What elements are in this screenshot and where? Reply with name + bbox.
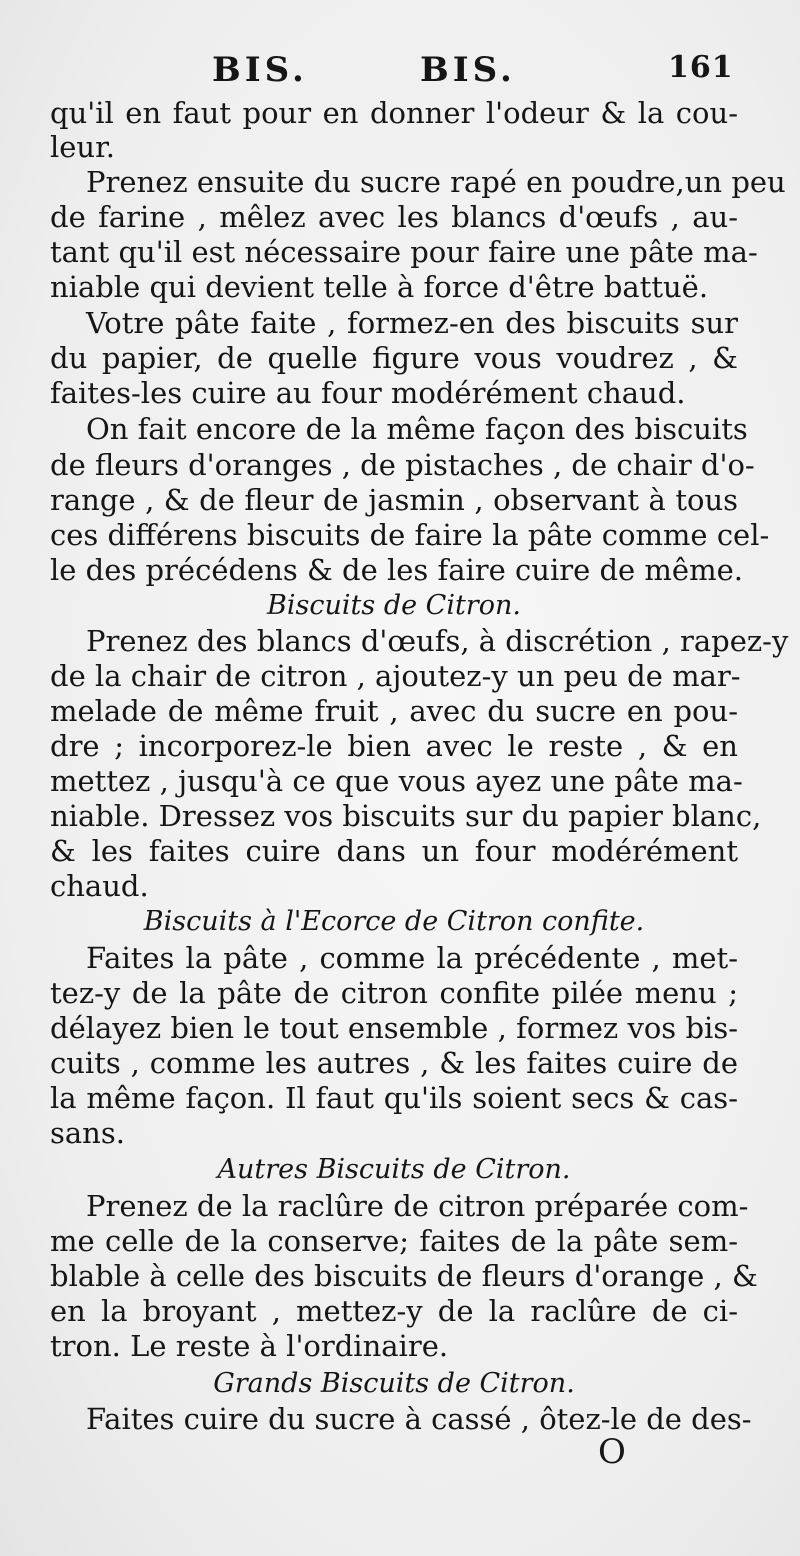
text-line: blable à celle des biscuits de fleurs d'orange , & bbox=[50, 1259, 758, 1293]
text-line: Faites la pâte , comme la précédente , met- bbox=[86, 941, 738, 975]
text-line: mettez , jusqu'à ce que vous ayez une pâte ma- bbox=[50, 764, 743, 798]
text-line: tron. Le reste à l'ordinaire. bbox=[50, 1329, 449, 1363]
section-heading: Grands Biscuits de Citron. bbox=[213, 1368, 575, 1399]
text-line: tez-y de la pâte de citron confite pilée menu ; bbox=[50, 976, 738, 1010]
section-heading: Autres Biscuits de Citron. bbox=[217, 1154, 571, 1185]
text-line: me celle de la conserve; faites de la pâte sem- bbox=[50, 1224, 738, 1258]
section-heading: Biscuits de Citron. bbox=[267, 590, 521, 621]
section-heading: Biscuits à l'Ecorce de Citron confite. bbox=[143, 906, 645, 937]
text-line: On fait encore de la même façon des biscuits bbox=[86, 412, 748, 446]
text-line: délayez bien le tout ensemble , formez vos bis- bbox=[50, 1011, 738, 1045]
text-line: & les faites cuire dans un four modérément bbox=[50, 834, 738, 868]
text-line: Prenez ensuite du sucre rapé en poudre,un peu bbox=[86, 165, 786, 199]
text-line: Prenez des blancs d'œufs, à discrétion , rapez-y bbox=[86, 624, 789, 658]
text-line: qu'il en faut pour en donner l'odeur & la cou- bbox=[50, 96, 738, 130]
running-head-right: BIS. bbox=[420, 50, 516, 90]
text-line: chaud. bbox=[50, 869, 149, 903]
text-line: tant qu'il est nécessaire pour faire une pâte ma- bbox=[50, 235, 758, 269]
page-number: 161 bbox=[668, 50, 734, 85]
text-line: le des précédens & de les faire cuire de même. bbox=[50, 553, 743, 587]
text-line: sans. bbox=[50, 1116, 125, 1150]
text-line: dre ; incorporez-le bien avec le reste , & en bbox=[50, 729, 738, 763]
text-line: niable. Dressez vos biscuits sur du papier blanc, bbox=[50, 799, 762, 833]
text-line: de la chair de citron , ajoutez-y un peu de mar- bbox=[50, 659, 741, 693]
text-line: de farine , mêlez avec les blancs d'œufs , au- bbox=[50, 200, 738, 234]
text-line: melade de même fruit , avec du sucre en pou- bbox=[50, 694, 738, 728]
running-head-left: BIS. bbox=[212, 50, 308, 90]
text-line: Votre pâte faite , formez-en des biscuits sur bbox=[86, 306, 738, 340]
text-line: du papier, de quelle figure vous voudrez , & bbox=[50, 341, 738, 375]
text-line: faites-les cuire au four modérément chaud. bbox=[50, 376, 686, 410]
text-line: range , & de fleur de jasmin , observant à tous bbox=[50, 483, 738, 517]
text-line: leur. bbox=[50, 130, 116, 164]
text-line: la même façon. Il faut qu'ils soient secs & cas- bbox=[50, 1081, 738, 1115]
text-line: Faites cuire du sucre à cassé , ôtez-le de des- bbox=[86, 1402, 752, 1436]
text-line: niable qui devient telle à force d'être battuë. bbox=[50, 270, 709, 304]
signature-mark: O bbox=[598, 1432, 626, 1472]
text-line: Prenez de la raclûre de citron préparée com- bbox=[86, 1189, 749, 1223]
text-line: en la broyant , mettez-y de la raclûre de ci- bbox=[50, 1294, 738, 1328]
text-line: ces différens biscuits de faire la pâte comme cel- bbox=[50, 518, 770, 552]
running-head bbox=[0, 50, 800, 94]
text-line: de fleurs d'oranges , de pistaches , de chair d'o- bbox=[50, 448, 755, 482]
text-line: cuits , comme les autres , & les faites cuire de bbox=[50, 1046, 738, 1080]
